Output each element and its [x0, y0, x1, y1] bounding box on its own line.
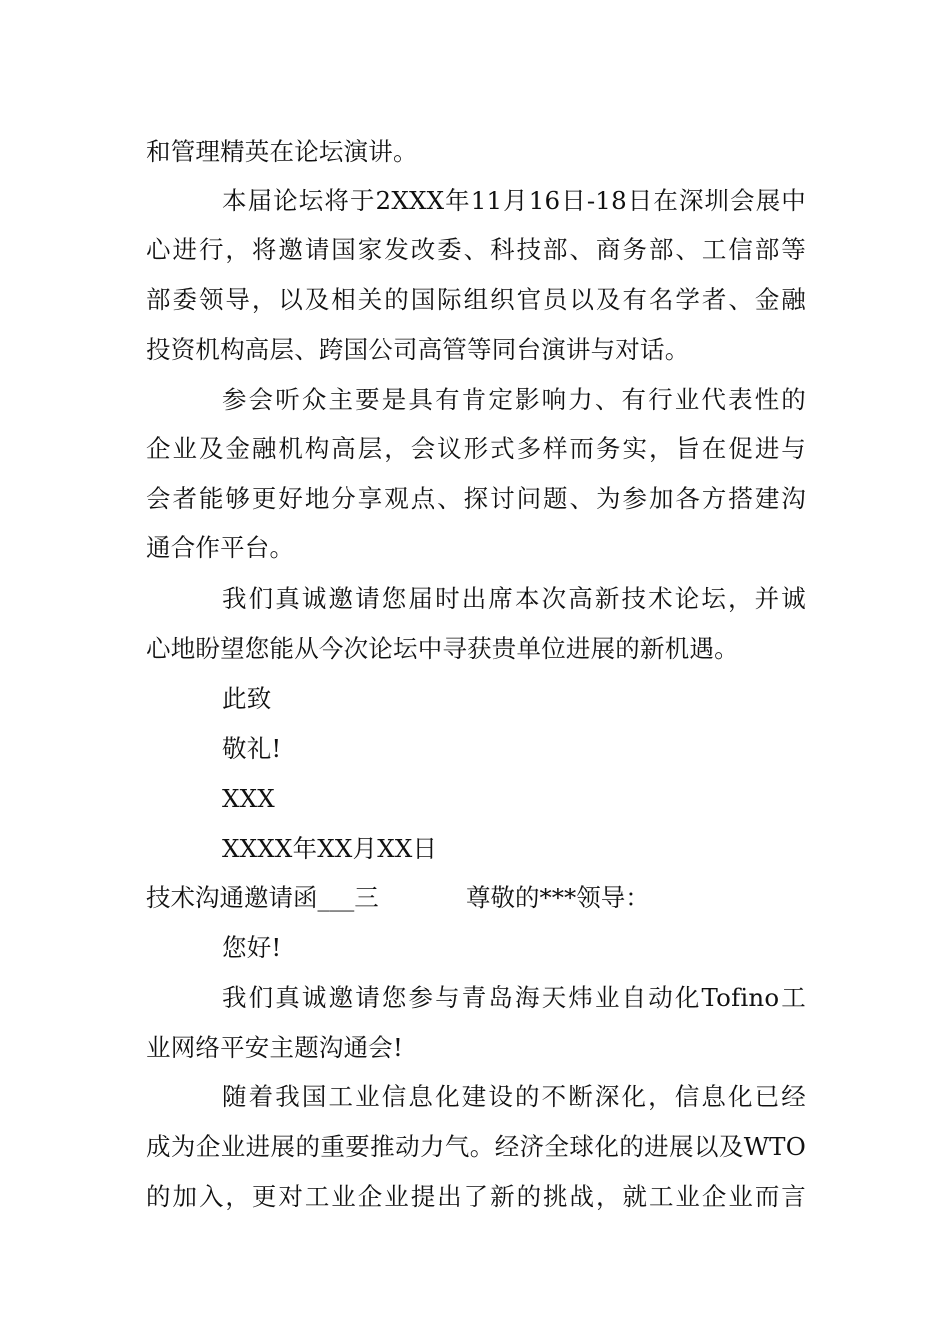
section-heading-row	[146, 881, 806, 915]
recipient-greeting: 尊敬的***领导：	[466, 883, 650, 912]
closing-regards: 敬礼!	[222, 734, 282, 763]
letter-date: XXXX年XX月XX日	[222, 834, 438, 863]
paragraph-line: 和管理精英在论坛演讲。	[146, 137, 418, 166]
section-title: 技术沟通邀请函___三	[146, 883, 379, 912]
paragraph-line: 业网络平安主题沟通会!	[146, 1033, 404, 1062]
hello-line: 您好!	[222, 933, 282, 962]
paragraph-line: 成为企业进展的重要推动力气。经济全球化的进展以及WTO	[146, 1132, 806, 1161]
paragraph-line: 企业及金融机构高层，会议形式多样而务实，旨在促进与	[146, 434, 806, 463]
paragraph-line: 的加入，更对工业企业提出了新的挑战，就工业企业而言	[146, 1182, 806, 1211]
paragraph-line: 部委领导，以及相关的国际组织官员以及有名学者、金融	[146, 285, 806, 314]
paragraph-line: 本届论坛将于2XXX年11月16日-18日在深圳会展中	[222, 186, 806, 215]
closing-salutation: 此致	[222, 684, 272, 713]
paragraph-line: 心地盼望您能从今次论坛中寻获贵单位进展的新机遇。	[146, 634, 739, 663]
paragraph-line: 参会听众主要是具有肯定影响力、有行业代表性的	[222, 385, 806, 414]
paragraph-line: 我们真诚邀请您届时出席本次高新技术论坛，并诚	[222, 584, 806, 613]
paragraph-line: 通合作平台。	[146, 533, 295, 562]
paragraph-line: 投资机构高层、跨国公司高管等同台演讲与对话。	[146, 335, 690, 364]
paragraph-line: 我们真诚邀请您参与青岛海天炜业自动化Tofino工	[222, 983, 806, 1012]
signer-name: XXX	[222, 784, 275, 813]
paragraph-line: 随着我国工业信息化建设的不断深化，信息化已经	[222, 1082, 806, 1111]
paragraph-line: 心进行，将邀请国家发改委、科技部、商务部、工信部等	[146, 235, 806, 264]
paragraph-line: 会者能够更好地分享观点、探讨问题、为参加各方搭建沟	[146, 484, 806, 513]
